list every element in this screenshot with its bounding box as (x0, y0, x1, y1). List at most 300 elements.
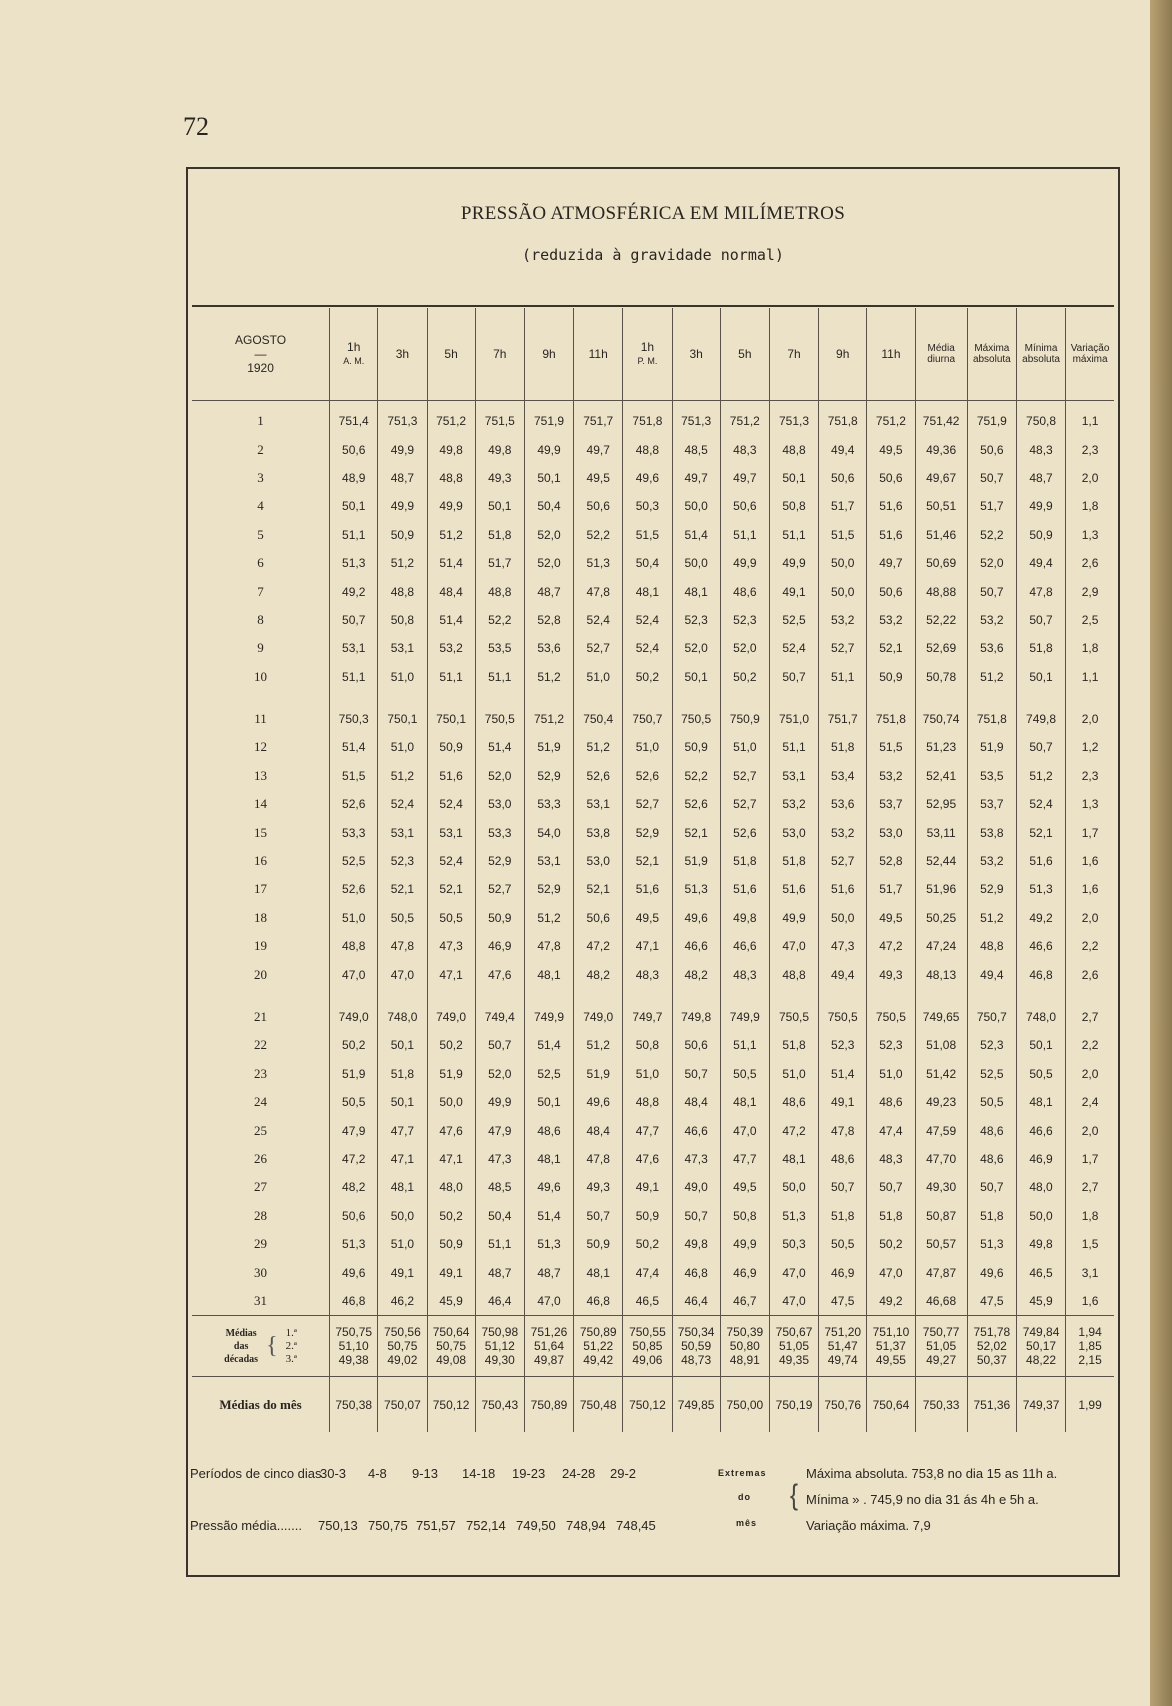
value-cell: 52,0 (524, 549, 573, 577)
table-row (192, 705, 1114, 733)
value-cell: 46,6 (672, 1116, 720, 1144)
decade-mean-value: 49,30 (484, 1353, 515, 1368)
value-cell: 52,44 (915, 847, 967, 875)
value-cell: 46,9 (720, 1258, 769, 1286)
value-cell: 51,3 (1016, 875, 1065, 903)
decade-mean-value: 751,78 (973, 1325, 1011, 1340)
value-cell: 46,8 (330, 1287, 378, 1316)
gap-cell (915, 691, 967, 705)
value-cell: 51,1 (720, 1031, 769, 1059)
decade-mean-cell (1016, 1316, 1065, 1377)
value-cell: 751,5 (475, 401, 524, 436)
day-cell: 11 (254, 711, 267, 727)
value-cell: 751,3 (672, 401, 720, 436)
value-cell: 52,3 (720, 606, 769, 634)
hour-label: 1h (347, 340, 361, 354)
value-cell: 49,7 (867, 549, 915, 577)
value-cell: 53,5 (967, 762, 1016, 790)
page-edge (1150, 0, 1172, 1706)
value-cell: 48,5 (672, 435, 720, 463)
value-cell: 51,0 (378, 663, 427, 691)
value-cell: 49,8 (672, 1230, 720, 1258)
value-cell: 47,4 (623, 1258, 672, 1286)
value-cell: 1,6 (1066, 847, 1114, 875)
value-cell: 52,4 (769, 634, 818, 662)
value-cell: 51,4 (672, 521, 720, 549)
decade-mean-value: 750,34 (677, 1325, 715, 1340)
period-value: 24-28 (562, 1466, 596, 1481)
header-hour: 9h (819, 308, 867, 401)
value-cell: 49,2 (330, 577, 378, 605)
value-cell: 52,9 (524, 762, 573, 790)
value-cell: 2,5 (1066, 606, 1114, 634)
value-cell: 48,1 (574, 1258, 623, 1286)
value-cell: 47,70 (915, 1145, 967, 1173)
value-cell: 52,3 (378, 847, 427, 875)
value-cell: 52,2 (475, 606, 524, 634)
day-cell: 4 (257, 498, 264, 514)
value-cell: 50,1 (330, 492, 378, 520)
decade-word: das (233, 1340, 249, 1352)
value-cell: 49,4 (967, 960, 1016, 988)
value-cell: 47,2 (769, 1116, 818, 1144)
value-cell: 49,5 (867, 435, 915, 463)
value-cell: 51,23 (915, 733, 967, 761)
value-cell: 49,9 (769, 904, 818, 932)
gap-cell (574, 989, 623, 1003)
value-cell: 51,42 (915, 1060, 967, 1088)
value-cell: 47,87 (915, 1258, 967, 1286)
value-cell: 50,1 (1016, 663, 1065, 691)
value-cell: 49,9 (1016, 492, 1065, 520)
value-cell: 51,0 (623, 733, 672, 761)
value-cell: 47,4 (867, 1116, 915, 1144)
decade-mean-value: 1,94 (1078, 1325, 1102, 1340)
value-cell: 52,4 (623, 606, 672, 634)
value-cell: 750,9 (720, 705, 769, 733)
brace-icon: { (790, 1479, 799, 1512)
value-cell: 749,8 (1016, 705, 1065, 733)
value-cell: 48,2 (574, 960, 623, 988)
value-cell: 751,3 (769, 401, 818, 436)
value-cell: 51,6 (769, 875, 818, 903)
value-cell: 49,9 (769, 549, 818, 577)
pressure-value: 750,13 (318, 1518, 358, 1533)
value-cell: 48,1 (769, 1145, 818, 1173)
value-cell: 749,0 (427, 1003, 475, 1031)
value-cell: 50,0 (427, 1088, 475, 1116)
value-cell: 1,6 (1066, 875, 1114, 903)
value-cell: 49,3 (475, 464, 524, 492)
value-cell: 53,1 (427, 818, 475, 846)
value-cell: 51,3 (672, 875, 720, 903)
value-cell: 2,0 (1066, 464, 1114, 492)
day-cell: 21 (254, 1009, 268, 1024)
month-mean-cell: 750,64 (867, 1377, 915, 1433)
value-cell: 48,3 (720, 435, 769, 463)
decade-words (224, 1327, 258, 1366)
month-mean-cell: 750,00 (720, 1377, 769, 1433)
value-cell: 50,1 (524, 464, 573, 492)
value-cell: 48,7 (475, 1258, 524, 1286)
value-cell: 52,3 (819, 1031, 867, 1059)
decade-mean-value: 49,74 (827, 1353, 858, 1368)
value-cell: 47,5 (967, 1287, 1016, 1316)
gap-cell (330, 691, 378, 705)
value-cell: 50,0 (378, 1202, 427, 1230)
value-cell: 52,0 (475, 762, 524, 790)
table-row (192, 1230, 1114, 1258)
value-cell: 50,7 (574, 1202, 623, 1230)
value-cell: 49,5 (623, 904, 672, 932)
value-cell: 47,6 (623, 1145, 672, 1173)
decade-mean-value: 750,77 (922, 1325, 960, 1340)
value-cell: 49,8 (720, 904, 769, 932)
value-cell: 50,1 (769, 464, 818, 492)
decade-mean-cell (475, 1316, 524, 1377)
value-cell: 47,1 (427, 960, 475, 988)
value-cell: 50,6 (867, 577, 915, 605)
value-cell: 751,7 (819, 705, 867, 733)
table-row (192, 932, 1114, 960)
decade-mean-value: 750,75 (335, 1325, 373, 1340)
value-cell: 54,0 (524, 818, 573, 846)
value-cell: 50,9 (867, 663, 915, 691)
decade-mean-value: 51,37 (875, 1339, 906, 1354)
value-cell: 53,1 (378, 818, 427, 846)
value-cell: 751,9 (524, 401, 573, 436)
value-cell: 45,9 (427, 1287, 475, 1316)
value-cell: 48,4 (672, 1088, 720, 1116)
value-cell: 47,3 (427, 932, 475, 960)
value-cell: 50,9 (574, 1230, 623, 1258)
value-cell: 49,5 (574, 464, 623, 492)
header-hour: 11h (574, 308, 623, 401)
value-cell: 49,6 (574, 1088, 623, 1116)
value-cell: 46,9 (475, 932, 524, 960)
value-cell: 48,8 (475, 577, 524, 605)
day-cell: 22 (254, 1037, 268, 1053)
table-row (192, 1088, 1114, 1116)
table-row (192, 606, 1114, 634)
value-cell: 51,3 (524, 1230, 573, 1258)
period-value: 9-13 (412, 1466, 439, 1481)
value-cell: 2,9 (1066, 577, 1114, 605)
value-cell: 53,2 (967, 606, 1016, 634)
value-cell: 47,2 (867, 932, 915, 960)
value-cell: 750,7 (967, 1003, 1016, 1031)
value-cell: 50,9 (1016, 521, 1065, 549)
value-cell: 751,7 (574, 401, 623, 436)
value-cell: 52,69 (915, 634, 967, 662)
value-cell: 50,7 (672, 1202, 720, 1230)
day-cell: 14 (254, 796, 268, 812)
decade-word: Médias (225, 1327, 257, 1339)
value-cell: 51,08 (915, 1031, 967, 1059)
value-cell: 48,6 (524, 1116, 573, 1144)
value-cell: 51,1 (769, 521, 818, 549)
value-cell: 52,7 (720, 762, 769, 790)
decade-means-row (192, 1316, 1114, 1377)
decade-mean-cell (769, 1316, 818, 1377)
value-cell: 51,6 (427, 762, 475, 790)
value-cell: 46,5 (1016, 1258, 1065, 1286)
value-cell: 751,8 (819, 401, 867, 436)
value-cell: 49,9 (720, 549, 769, 577)
value-cell: 50,7 (819, 1173, 867, 1201)
am-label: A. M. (343, 356, 365, 366)
value-cell: 52,2 (574, 521, 623, 549)
value-cell: 53,1 (769, 762, 818, 790)
header-month: AGOSTO (234, 333, 287, 347)
table-row (192, 1287, 1114, 1316)
value-cell: 751,2 (427, 401, 475, 436)
value-cell: 52,1 (867, 634, 915, 662)
value-cell: 50,4 (475, 1202, 524, 1230)
gap-cell (378, 989, 427, 1003)
value-cell: 52,4 (574, 606, 623, 634)
decade-ordinals (286, 1327, 297, 1366)
header-dash: — (254, 347, 267, 361)
value-cell: 51,0 (378, 1230, 427, 1258)
gap-cell (967, 989, 1016, 1003)
value-cell: 47,24 (915, 932, 967, 960)
value-cell: 50,57 (915, 1230, 967, 1258)
value-cell: 48,8 (330, 932, 378, 960)
value-cell: 52,6 (623, 762, 672, 790)
value-cell: 53,7 (967, 790, 1016, 818)
value-cell: 51,0 (720, 733, 769, 761)
pressure-table (192, 308, 1114, 1432)
value-cell: 47,3 (672, 1145, 720, 1173)
value-cell: 52,4 (1016, 790, 1065, 818)
page-number: 72 (183, 112, 209, 141)
value-cell: 51,5 (623, 521, 672, 549)
value-cell: 48,8 (623, 1088, 672, 1116)
extremes-label-1: Extremas (718, 1468, 767, 1478)
pressure-value: 751,57 (416, 1518, 456, 1533)
value-cell: 52,6 (672, 790, 720, 818)
hour-label: 1h (640, 340, 655, 354)
decade-mean-value: 51,47 (827, 1339, 858, 1354)
value-cell: 750,1 (427, 705, 475, 733)
value-cell: 47,8 (819, 1116, 867, 1144)
extremes-label-2: do (738, 1492, 751, 1502)
value-cell: 53,1 (524, 847, 573, 875)
value-cell: 53,1 (574, 790, 623, 818)
value-cell: 50,0 (769, 1173, 818, 1201)
value-cell: 750,7 (623, 705, 672, 733)
value-cell: 51,6 (1016, 847, 1065, 875)
value-cell: 749,7 (623, 1003, 672, 1031)
value-cell: 50,25 (915, 904, 967, 932)
month-mean-cell: 749,85 (672, 1377, 720, 1433)
value-cell: 47,8 (524, 932, 573, 960)
value-cell: 51,0 (867, 1060, 915, 1088)
decade-mean-cell (427, 1316, 475, 1377)
table-row (192, 1258, 1114, 1286)
gap-cell (769, 989, 818, 1003)
decade-mean-cell (967, 1316, 1016, 1377)
value-cell: 52,9 (475, 847, 524, 875)
page-subtitle: (reduzida à gravidade normal) (522, 246, 784, 264)
value-cell: 51,8 (720, 847, 769, 875)
value-cell: 47,9 (475, 1116, 524, 1144)
period-value: 19-23 (512, 1466, 546, 1481)
value-cell: 51,8 (475, 521, 524, 549)
value-cell: 50,5 (819, 1230, 867, 1258)
decade-mean-value: 751,26 (530, 1325, 568, 1340)
value-cell: 53,7 (867, 790, 915, 818)
value-cell: 52,7 (819, 634, 867, 662)
value-cell: 748,0 (378, 1003, 427, 1031)
value-cell: 51,3 (967, 1230, 1016, 1258)
value-cell: 51,4 (330, 733, 378, 761)
value-cell: 49,6 (623, 464, 672, 492)
value-cell: 2,4 (1066, 1088, 1114, 1116)
value-cell: 50,8 (720, 1202, 769, 1230)
value-cell: 49,2 (1016, 904, 1065, 932)
table-row (192, 663, 1114, 691)
value-cell: 48,3 (1016, 435, 1065, 463)
value-cell: 50,7 (867, 1173, 915, 1201)
table-row (192, 464, 1114, 492)
gap-cell (427, 989, 475, 1003)
value-cell: 48,4 (574, 1116, 623, 1144)
period-value: 29-2 (610, 1466, 637, 1481)
value-cell: 51,96 (915, 875, 967, 903)
extreme-max: Máxima absoluta. 753,8 no dia 15 as 11h a. (806, 1466, 1058, 1481)
value-cell: 2,3 (1066, 435, 1114, 463)
value-cell: 48,2 (672, 960, 720, 988)
value-cell: 50,5 (967, 1088, 1016, 1116)
table-row (192, 492, 1114, 520)
value-cell: 51,8 (1016, 634, 1065, 662)
value-cell: 52,4 (427, 847, 475, 875)
decade-gap (192, 989, 1114, 1003)
value-cell: 51,8 (769, 847, 818, 875)
table-row (192, 1003, 1114, 1031)
value-cell: 50,78 (915, 663, 967, 691)
value-cell: 51,1 (427, 663, 475, 691)
value-cell: 45,9 (1016, 1287, 1065, 1316)
value-cell: 53,11 (915, 818, 967, 846)
value-cell: 1,3 (1066, 521, 1114, 549)
header-maxima-absoluta: Máxima absoluta (967, 308, 1016, 401)
gap-cell (672, 691, 720, 705)
value-cell: 49,9 (378, 492, 427, 520)
day-cell: 10 (254, 668, 268, 684)
table-row (192, 521, 1114, 549)
value-cell: 48,8 (769, 435, 818, 463)
value-cell: 52,7 (475, 875, 524, 903)
value-cell: 49,8 (427, 435, 475, 463)
value-cell: 51,0 (330, 904, 378, 932)
day-cell: 9 (257, 640, 264, 656)
value-cell: 51,1 (819, 663, 867, 691)
decade-mean-value: 49,55 (875, 1353, 906, 1368)
value-cell: 50,9 (475, 904, 524, 932)
value-cell: 48,4 (427, 577, 475, 605)
value-cell: 51,4 (475, 733, 524, 761)
decade-mean-value: 50,75 (436, 1339, 467, 1354)
day-cell: 28 (254, 1207, 268, 1223)
decade-mean-value: 50,17 (1026, 1339, 1057, 1354)
value-cell: 48,6 (967, 1116, 1016, 1144)
decade-mean-value: 48,73 (681, 1353, 712, 1368)
value-cell: 46,8 (672, 1258, 720, 1286)
value-cell: 48,2 (330, 1173, 378, 1201)
value-cell: 51,0 (769, 1060, 818, 1088)
value-cell: 49,23 (915, 1088, 967, 1116)
value-cell: 53,2 (819, 818, 867, 846)
header-media-diurna: Média diurna (915, 308, 967, 401)
value-cell: 1,2 (1066, 733, 1114, 761)
value-cell: 2,2 (1066, 1031, 1114, 1059)
gap-cell (475, 989, 524, 1003)
day-cell: 17 (254, 881, 268, 897)
value-cell: 50,6 (330, 435, 378, 463)
value-cell: 46,6 (1016, 932, 1065, 960)
decade-mean-value: 2,15 (1078, 1353, 1102, 1368)
value-cell: 52,5 (967, 1060, 1016, 1088)
value-cell: 49,1 (769, 577, 818, 605)
value-cell: 50,7 (672, 1060, 720, 1088)
header-minima-absoluta: Mínima absoluta (1016, 308, 1065, 401)
value-cell: 51,1 (475, 663, 524, 691)
day-cell: 2 (257, 441, 264, 457)
value-cell: 50,3 (769, 1230, 818, 1258)
value-cell: 1,6 (1066, 1287, 1114, 1316)
periods-label: Períodos de cinco dias (190, 1466, 322, 1481)
value-cell: 750,4 (574, 705, 623, 733)
title-divider (192, 305, 1114, 307)
value-cell: 50,6 (867, 464, 915, 492)
value-cell: 47,2 (330, 1145, 378, 1173)
gap-cell (1066, 989, 1114, 1003)
value-cell: 750,5 (672, 705, 720, 733)
period-value: 30-3 (320, 1466, 347, 1481)
header-hour: 7h (475, 308, 524, 401)
value-cell: 47,7 (720, 1145, 769, 1173)
value-cell: 53,2 (819, 606, 867, 634)
value-cell: 48,8 (427, 464, 475, 492)
value-cell: 51,4 (427, 606, 475, 634)
value-cell: 47,8 (574, 1145, 623, 1173)
header-hour: 11h (867, 308, 915, 401)
value-cell: 46,5 (623, 1287, 672, 1316)
gap-cell (475, 691, 524, 705)
day-cell: 6 (257, 555, 264, 571)
value-cell: 50,5 (378, 904, 427, 932)
value-cell: 1,7 (1066, 1145, 1114, 1173)
value-cell: 51,6 (867, 492, 915, 520)
day-cell: 1 (257, 413, 264, 429)
value-cell: 750,74 (915, 705, 967, 733)
value-cell: 47,8 (378, 932, 427, 960)
value-cell: 48,7 (524, 577, 573, 605)
day-cell: 12 (254, 739, 268, 755)
value-cell: 2,2 (1066, 932, 1114, 960)
value-cell: 51,2 (378, 549, 427, 577)
value-cell: 51,46 (915, 521, 967, 549)
value-cell: 49,4 (1016, 549, 1065, 577)
day-cell: 3 (257, 469, 264, 485)
value-cell: 47,0 (769, 1287, 818, 1316)
pressure-label: Pressão média....... (190, 1518, 302, 1533)
value-cell: 49,3 (867, 960, 915, 988)
header-hour: 5h (720, 308, 769, 401)
